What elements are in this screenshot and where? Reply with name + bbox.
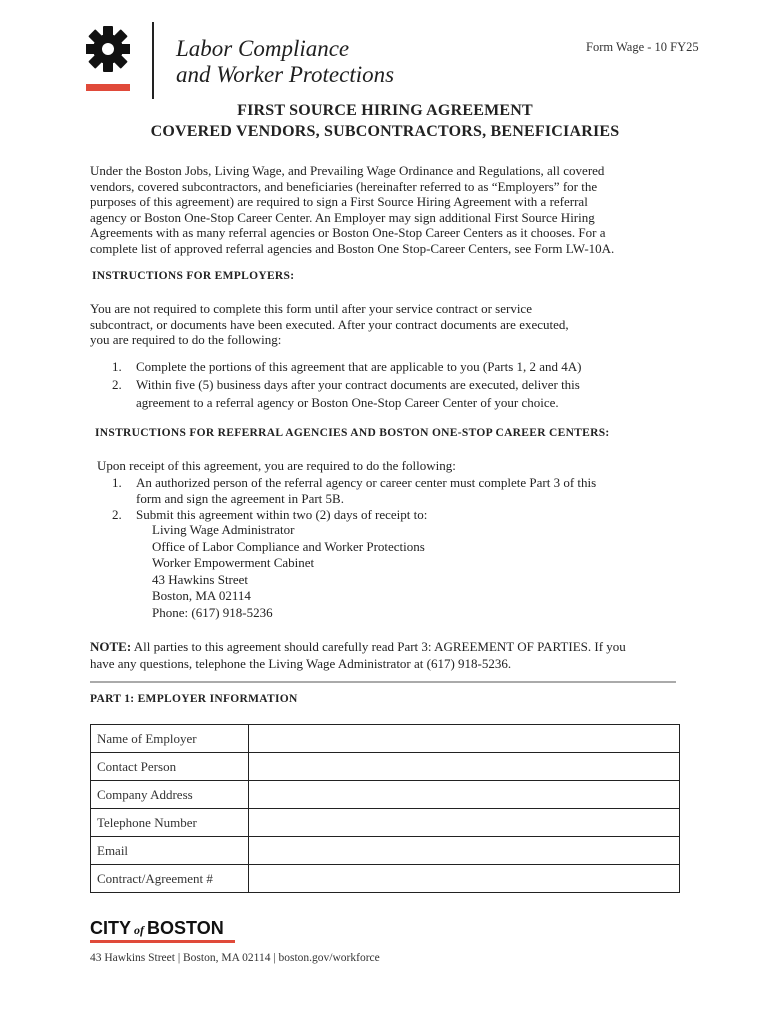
employers-paragraph: You are not required to complete this form until after your service contract or service subcontract, or documents have been executed. After your contract documents are executed, you are required to do the following: [90, 301, 569, 348]
address-line: Boston, MA 02114 [152, 588, 251, 604]
mailing-address [152, 522, 425, 622]
brand-title-line2: and Worker Protections [176, 62, 395, 87]
address-line: Worker Empowerment Cabinet [152, 555, 315, 571]
table-row [91, 753, 680, 781]
document-subtitle: COVERED VENDORS, SUBCONTRACTORS, BENEFICIARIES [150, 123, 620, 140]
agencies-item-1-line2: form and sign the agreement in Part 5B. [136, 491, 344, 506]
field-label: Company Address [91, 781, 249, 809]
intro-paragraph: Under the Boston Jobs, Living Wage, and Prevailing Wage Ordinance and Regulations, all covered vendors, covered subcontractors, and beneficiaries (hereinafter referred to as “Employers” for the purposes of this agreement) are required to sign a First Source Hiring Agreement with a referral agency or Boston One-Stop Career Center. An Employer may sign additional First Source Hiring Agreements with as many referral agencies or Boston One-Stop Career Centers as it chooses. For a complete list of approved referral agencies and Boston One Stop-Career Centers, see Form LW-10A. [90, 163, 615, 256]
note-label: NOTE: [90, 639, 132, 654]
brand-accent-bar [86, 84, 130, 91]
employer-name-field[interactable] [249, 725, 680, 753]
email-field[interactable] [249, 837, 680, 865]
agencies-item-2-line1: Submit this agreement within two (2) days of receipt to: [136, 507, 428, 522]
part1-heading: PART 1: EMPLOYER INFORMATION [90, 693, 298, 705]
telephone-field[interactable] [249, 809, 680, 837]
gear-logo-icon [86, 24, 130, 74]
employers-item-2-line2: agreement to a referral agency or Boston One-Stop Career Center of your choice. [136, 395, 559, 410]
contact-person-field[interactable] [249, 753, 680, 781]
agencies-intro: Upon receipt of this agreement, you are required to do the following: [97, 458, 456, 473]
agencies-item-1-number: 1. [112, 475, 122, 490]
employers-item-1: Complete the portions of this agreement that are applicable to you (Parts 1, 2 and 4A) [136, 359, 582, 374]
table-row [91, 781, 680, 809]
company-address-field[interactable] [249, 781, 680, 809]
document-title: FIRST SOURCE HIRING AGREEMENT [237, 102, 533, 119]
table-row [91, 865, 680, 893]
address-line: Living Wage Administrator [152, 522, 295, 537]
field-label: Email [91, 837, 249, 865]
form-number: Form Wage - 10 FY25 [586, 40, 699, 54]
address-phone: Phone: (617) 918-5236 [152, 604, 273, 620]
table-row [91, 725, 680, 753]
employers-item-2-line1: Within five (5) business days after your contract documents are executed, deliver this [136, 377, 580, 392]
address-line: Office of Labor Compliance and Worker Protections [152, 538, 425, 554]
field-label: Telephone Number [91, 809, 249, 837]
field-label: Name of Employer [91, 725, 249, 753]
employers-item-2-number: 2. [112, 377, 122, 392]
field-label: Contact Person [91, 753, 249, 781]
contract-number-field[interactable] [249, 865, 680, 893]
section-divider [90, 681, 676, 683]
logo-underline [90, 940, 235, 943]
brand-title-line1: Labor Compliance [176, 36, 350, 61]
field-label: Contract/Agreement # [91, 865, 249, 893]
header-divider [152, 22, 154, 99]
employers-item-1-number: 1. [112, 359, 122, 374]
agencies-item-1-line1: An authorized person of the referral agency or career center must complete Part 3 of this [136, 475, 597, 490]
footer-address: 43 Hawkins Street | Boston, MA 02114 | boston.gov/workforce [90, 952, 380, 964]
address-line: 43 Hawkins Street [152, 571, 249, 587]
table-row [91, 809, 680, 837]
city-of-boston-logo: CITY of BOSTON [90, 918, 224, 938]
agencies-item-2-number: 2. [112, 507, 122, 522]
employers-heading: INSTRUCTIONS FOR EMPLOYERS: [92, 270, 295, 282]
employer-info-table [90, 724, 680, 893]
note-paragraph: NOTE: All parties to this agreement should carefully read Part 3: AGREEMENT OF PARTIES. If you have any questions, telephone the Living Wage Administrator at (617) 918-5236. [90, 639, 626, 671]
table-row [91, 837, 680, 865]
agencies-heading: INSTRUCTIONS FOR REFERRAL AGENCIES AND BOSTON ONE-STOP CAREER CENTERS: [95, 427, 610, 439]
